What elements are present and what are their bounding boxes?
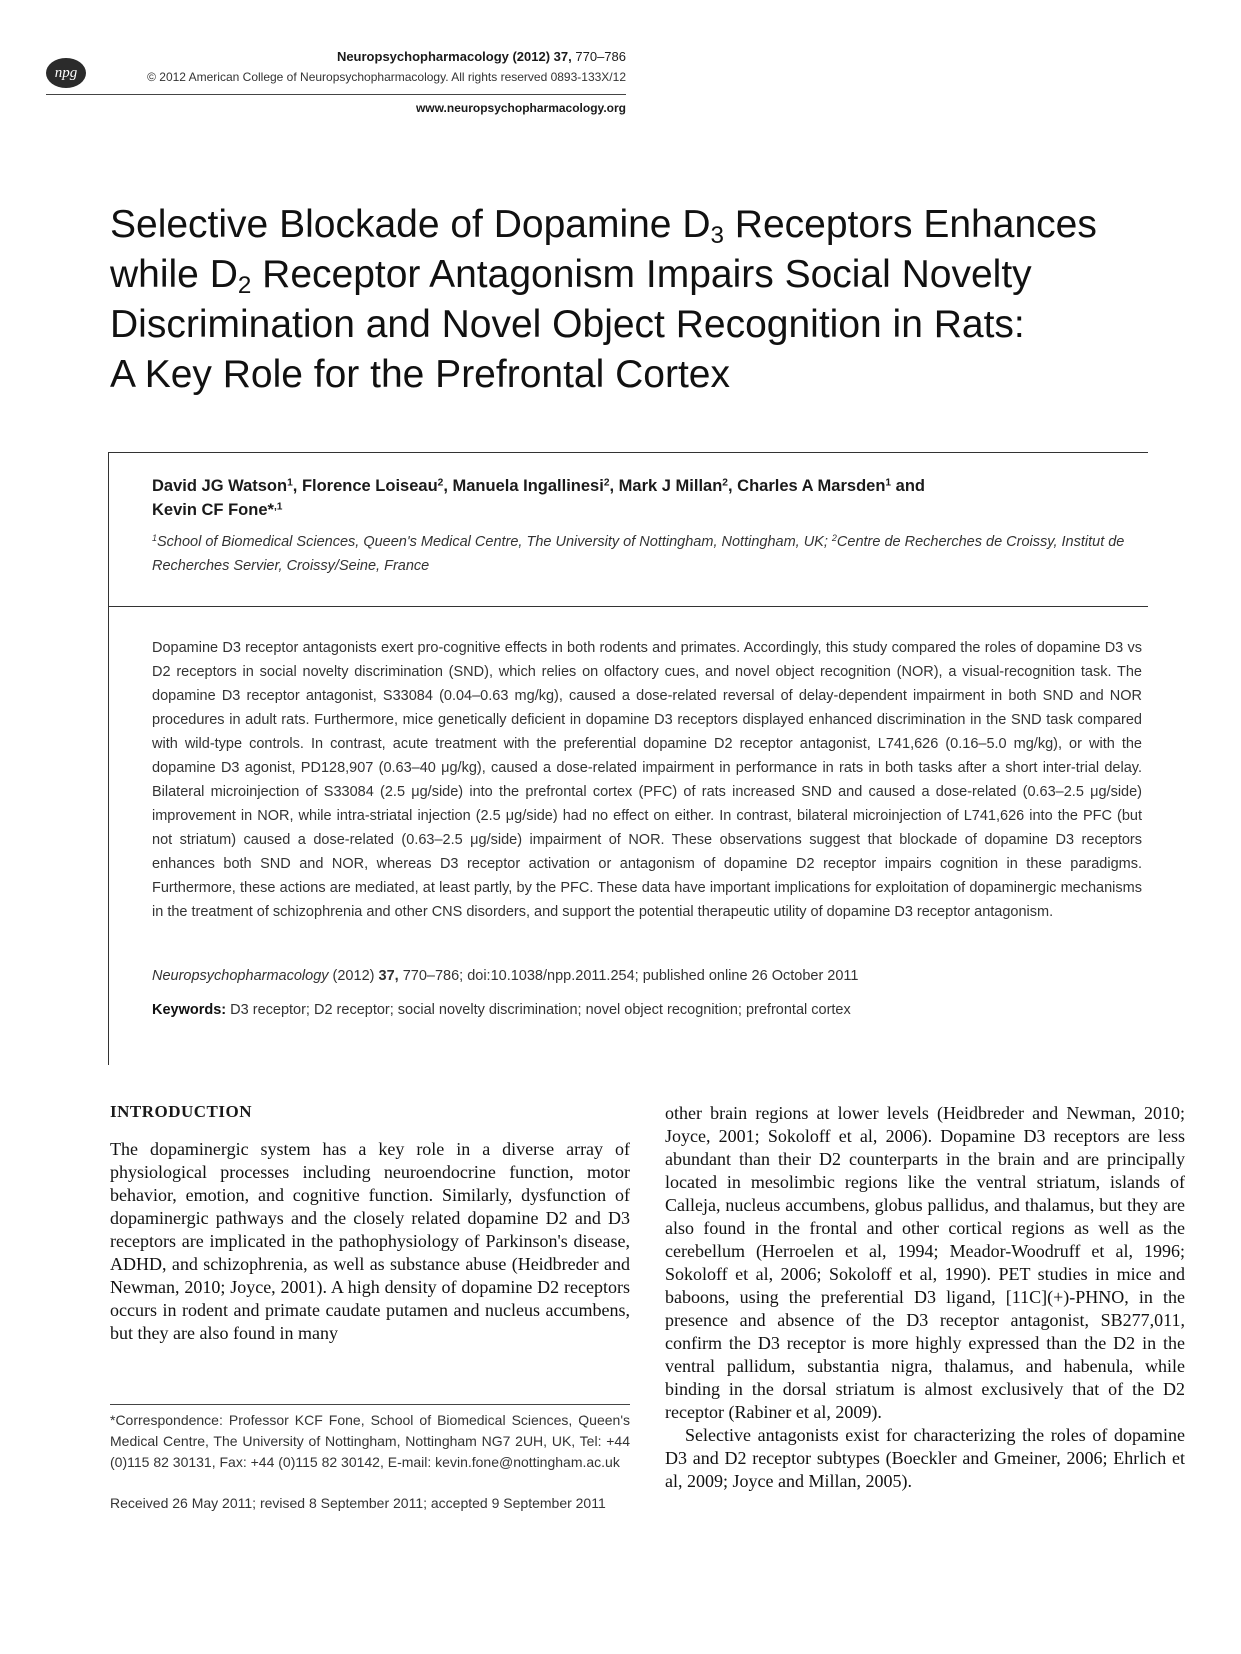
author: Mark J Millan$^2$ bbox=[618, 477, 728, 495]
journal-name: Neuropsychopharmacology (2012) 37, bbox=[336, 49, 572, 64]
paragraph: other brain regions at lower levels (Heidbreder and Newman, 2010; Joyce, 2001; Sokoloff et al, 2006). Dopamine D3 receptors are less abundant than their D2 counterparts in the brain and are principally located in mesolimbic regions like the ventral striatum, islands of Calleja, nucleus accumbens, globus pallidus, and thalamus, but they are also found in the frontal and other cortical regions as well as the cerebellum (Herroelen et al, 1994; Meador-Woodruff et al, 1996; Sokoloff et al, 2006; Sokoloff et al, 1990). PET studies in mice and baboons, using the preferential D3 ligand, [11C](+)-PHNO, in the presence and absence of the D3 receptor antagonist, SB277,011, confirm the D3 receptor is more highly expressed than the D2 in the ventral pallidum, substantia nigra, thalamus, and habenula, while binding in the dorsal striatum is almost exclusively that of the D2 receptor (Rabiner et al, 2009). bbox=[665, 1103, 1185, 1422]
keywords-line: Keywords: D3 receptor; D2 receptor; social novelty discrimination; novel object recognition; prefrontal cortex bbox=[152, 1002, 851, 1018]
author: Manuela Ingallinesi$^2$ bbox=[452, 477, 610, 495]
intro-left-column: The dopaminergic system has a key role in a diverse array of physiological processes including neuroendocrine function, motor behavior, emotion, and cognitive function. Similarly, dysfunction of dopaminergic pathways and the closely related dopamine D2 and D3 receptors are implicated in the pathophysiology of Parkinson's disease, ADHD, and schizophrenia, as well as substance abuse (Heidbreder and Newman, 2010; Joyce, 2001). A high density of dopamine D2 receptors occurs in rodent and primate caudate putamen and nucleus accumbens, but they are also found in many bbox=[110, 1139, 630, 1343]
title-line-2: while $D_2$ Receptor Antagonism Impairs Social Novelty bbox=[110, 253, 1032, 300]
journal-citation bbox=[337, 49, 626, 64]
abstract-text: Dopamine D3 receptor antagonists exert pro-cognitive effects in both rodents and primates. Accordingly, this study compared the roles of dopamine D3 vs D2 receptors in social novelty discrimination (SND), which relies on olfactory cues, and novel object recognition (NOR), a visual-recognition task. The dopamine D3 receptor antagonist, S33084 (0.04–0.63 mg/kg), caused a dose-related reversal of delay-dependent impairment in both SND and NOR procedures in adult rats. Furthermore, mice genetically deficient in dopamine D3 receptors displayed enhanced discrimination in the SND task compared with wild-type controls. In contrast, acute treatment with the preferential dopamine D2 receptor antagonist, L741,626 (0.16–5.0 mg/kg), or with the dopamine D3 agonist, PD128,907 (0.63–40 μg/kg), caused a dose-related impairment in performance in rats in both tasks after a short inter-trial delay. Bilateral microinjection of S33084 (2.5 μg/side) into the prefrontal cortex (PFC) of rats increased SND and caused a dose-related (0.63–2.5 μg/side) improvement in NOR, while intra-striatal injection (2.5 μg/side) had no effect on either. In contrast, bilateral microinjection of L741,626 into the PFC (but not striatum) caused a dose-related (0.63–2.5 μg/side) impairment of NOR. These observations suggest that blockade of dopamine D3 receptors enhances both SND and NOR, whereas D3 receptor activation or antagonism of dopamine D2 receptor impairs cognition in these paradigms. Furthermore, these actions are mediated, at least partly, by the PFC. These data have important implications for exploitation of dopaminergic mechanisms in the treatment of schizophrenia and other CNS disorders, and support the potential therapeutic utility of dopamine D3 receptor antagonism. bbox=[152, 640, 1142, 920]
paragraph: Selective antagonists exist for characterizing the roles of dopamine D3 and D2 receptor subtypes (Boeckler and Gmeiner, 2006; Ehrlich et al, 2009; Joyce and Millan, 2005). bbox=[665, 1425, 1185, 1491]
author-box-border bbox=[108, 452, 109, 1065]
author-box-top-rule bbox=[108, 452, 1148, 453]
author-box-divider bbox=[108, 606, 1148, 607]
author-list: David JG Watson$^1$, Florence Loiseau$^2$, Manuela Ingallinesi$^2$, Mark J Millan$^2$, Charles A Marsden$^1$ and Kevin CF Fone*$^{,1}$ bbox=[152, 477, 926, 519]
author: Charles A Marsden$^1$ bbox=[737, 477, 892, 495]
correspondence-footnote: *Correspondence: Professor KCF Fone, School of Biomedical Sciences, Queen's Medical Centre, The University of Nottingham, Nottingham NG7 2UH, UK, Tel: +44 (0)115 82 30131, Fax: +44 (0)115 82 30142, E-mail: kevin.fone@nottingham.ac.uk bbox=[110, 1412, 630, 1470]
journal-pages: 770–786 bbox=[575, 49, 626, 64]
received-dates: Received 26 May 2011; revised 8 September 2011; accepted 9 September 2011 bbox=[110, 1495, 606, 1511]
header-divider bbox=[46, 94, 626, 95]
copyright-line: © 2012 American College of Neuropsychopharmacology. All rights reserved 0893-133X/12 bbox=[147, 70, 626, 84]
title-line-4: A Key Role for the Prefrontal Cortex bbox=[110, 353, 730, 396]
title-line-1: Selective Blockade of Dopamine $D_3$ Receptors Enhances bbox=[110, 203, 1097, 250]
affiliations: $^1$School of Biomedical Sciences, Queen's Medical Centre, The University of Nottingham, Nottingham, UK; $^2$Centre de Recherches de Croissy, Institut de Recherches Servier, Croissy/Seine, France bbox=[152, 533, 1125, 574]
author: David JG Watson$^1$ bbox=[152, 477, 293, 495]
article-title bbox=[110, 200, 1150, 400]
journal-website-link[interactable]: www.neuropsychopharmacology.org bbox=[415, 101, 626, 115]
citation-line: Neuropsychopharmacology (2012) 37, 770–786; doi:10.1038/npp.2011.254; published online 26 October 2011 bbox=[152, 968, 859, 984]
author: Kevin CF Fone*$^{,1}$ bbox=[152, 501, 283, 519]
footnote-divider bbox=[110, 1404, 630, 1405]
npg-logo: npg bbox=[46, 58, 86, 88]
intro-right-column bbox=[665, 1102, 1185, 1493]
author: Florence Loiseau$^2$ bbox=[301, 477, 444, 495]
title-line-3: Discrimination and Novel Object Recognition in Rats: bbox=[110, 303, 1025, 346]
section-heading: INTRODUCTION bbox=[110, 1102, 253, 1121]
